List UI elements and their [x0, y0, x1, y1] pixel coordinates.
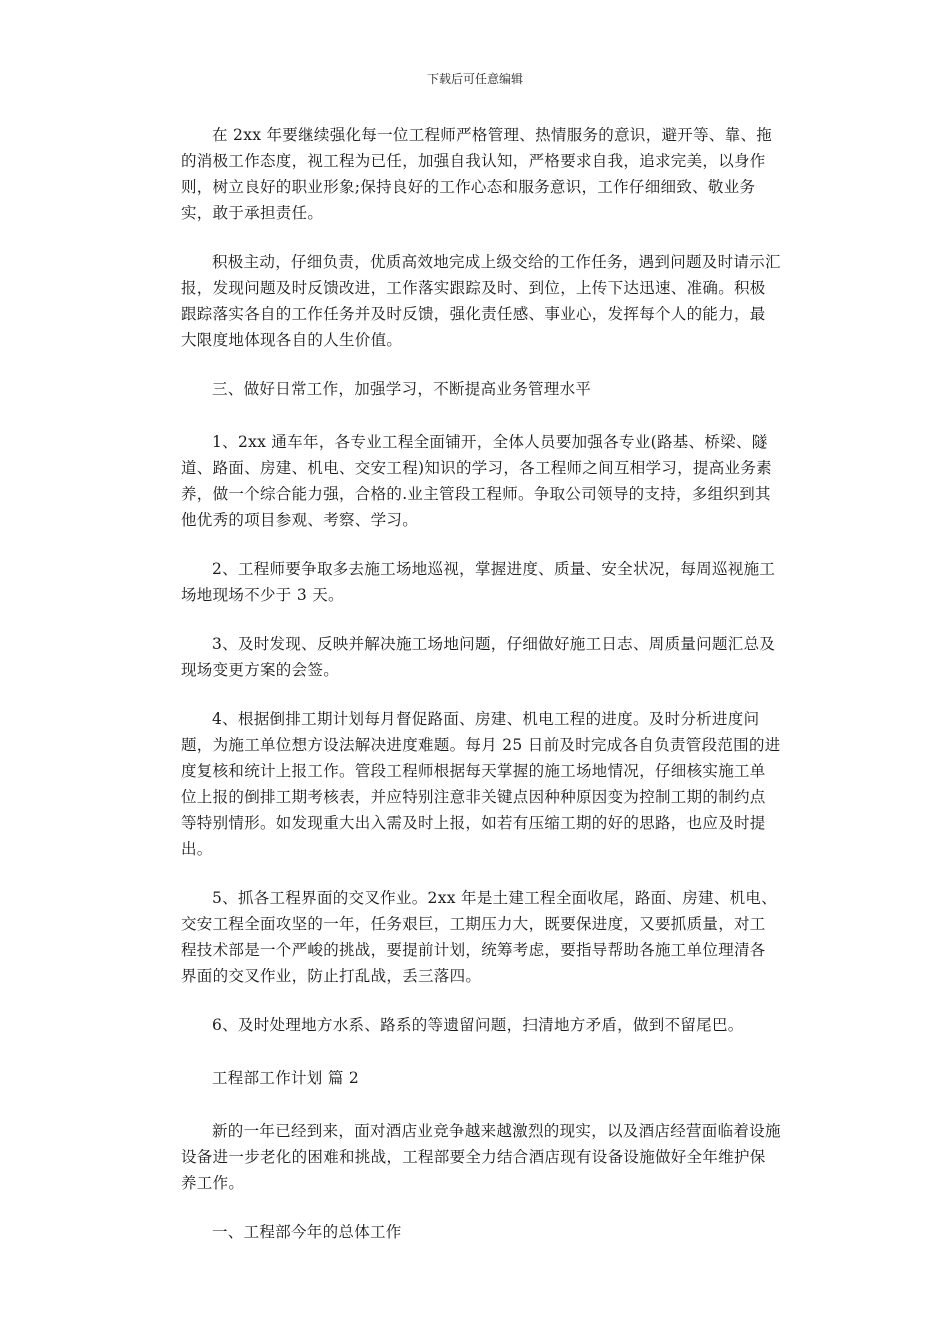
list-item-4: 4、根据倒排工期计划每月督促路面、房建、机电工程的进度。及时分析进度问题，为施工单位想方设法解决进度难题。每月 25 日前及时完成各自负责管段范围的进度复核和统计上报工作。管段工程师根据每天掌握的施工场地情况，仔细核实施工单位上报的倒排工期考核表，并应特别注意非关键点因种种原因变为控制工期的制约点等特别情形。如发现重大出入需及时上报，如若有压缩工期的好的思路，也应及时提出。 [181, 710, 781, 858]
list-item-5: 5、抓各工程界面的交叉作业。2xx 年是土建工程全面收尾，路面、房建、机电、交安工程全面攻坚的一年，任务艰巨，工期压力大，既要保进度，又要抓质量，对工程技术部是一个严峻的挑战，要提前计划，统筹考虑，要指导帮助各施工单位理清各界面的交叉作业，防止打乱战，丢三落四。 [181, 889, 778, 985]
section-title-plan-2: 工程部工作计划 篇 2 [212, 1069, 360, 1087]
paragraph-initiative: 积极主动，仔细负责，优质高效地完成上级交给的工作任务，遇到问题及时请示汇报，发现问题及时反馈改进，工作落实跟踪及时、到位，上传下达迅速、准确。积极跟踪落实各自的工作任务并及时反馈，强化责任感、事业心，发挥每个人的能力，最大限度地体现各自的人生价值。 [181, 253, 781, 349]
page-header: 下载后可任意编辑 [426, 72, 523, 86]
section-heading-overall-work: 一、工程部今年的总体工作 [212, 1223, 402, 1241]
list-item-3: 3、及时发现、反映并解决施工场地问题，仔细做好施工日志、周质量问题汇总及现场变更方案的会签。 [181, 635, 776, 679]
list-item-2: 2、工程师要争取多去施工场地巡视，掌握进度、质量、安全状况，每周巡视施工场地现场不少于 3 天。 [181, 560, 776, 604]
document-body [181, 122, 781, 1272]
list-item-6: 6、及时处理地方水系、路系的等遗留问题，扫清地方矛盾，做到不留尾巴。 [212, 1016, 744, 1034]
paragraph-responsibility: 在 2xx 年要继续强化每一位工程师严格管理、热情服务的意识，避开等、靠、拖的消极工作态度，视工程为已任，加强自我认知，严格要求自我，追求完美，以身作则，树立良好的职业形象;保持良好的工作心态和服务意识，工作仔细细致、敬业务实，敢于承担责任。 [181, 126, 773, 222]
list-item-1: 1、2xx 通车年，各专业工程全面铺开，全体人员要加强各专业(路基、桥梁、隧道、路面、房建、机电、交安工程)知识的学习，各工程师之间互相学习，提高业务素养，做一个综合能力强，合格的.业主管段工程师。争取公司领导的支持，多组织到其他优秀的项目参观、考察、学习。 [181, 433, 772, 529]
paragraph-new-year: 新的一年已经到来，面对酒店业竞争越来越激烈的现实，以及酒店经营面临着设施设备进一步老化的困难和挑战，工程部要全力结合酒店现有设备设施做好全年维护保养工作。 [181, 1122, 781, 1192]
section-heading-daily-work: 三、做好日常工作，加强学习，不断提高业务管理水平 [212, 380, 592, 398]
